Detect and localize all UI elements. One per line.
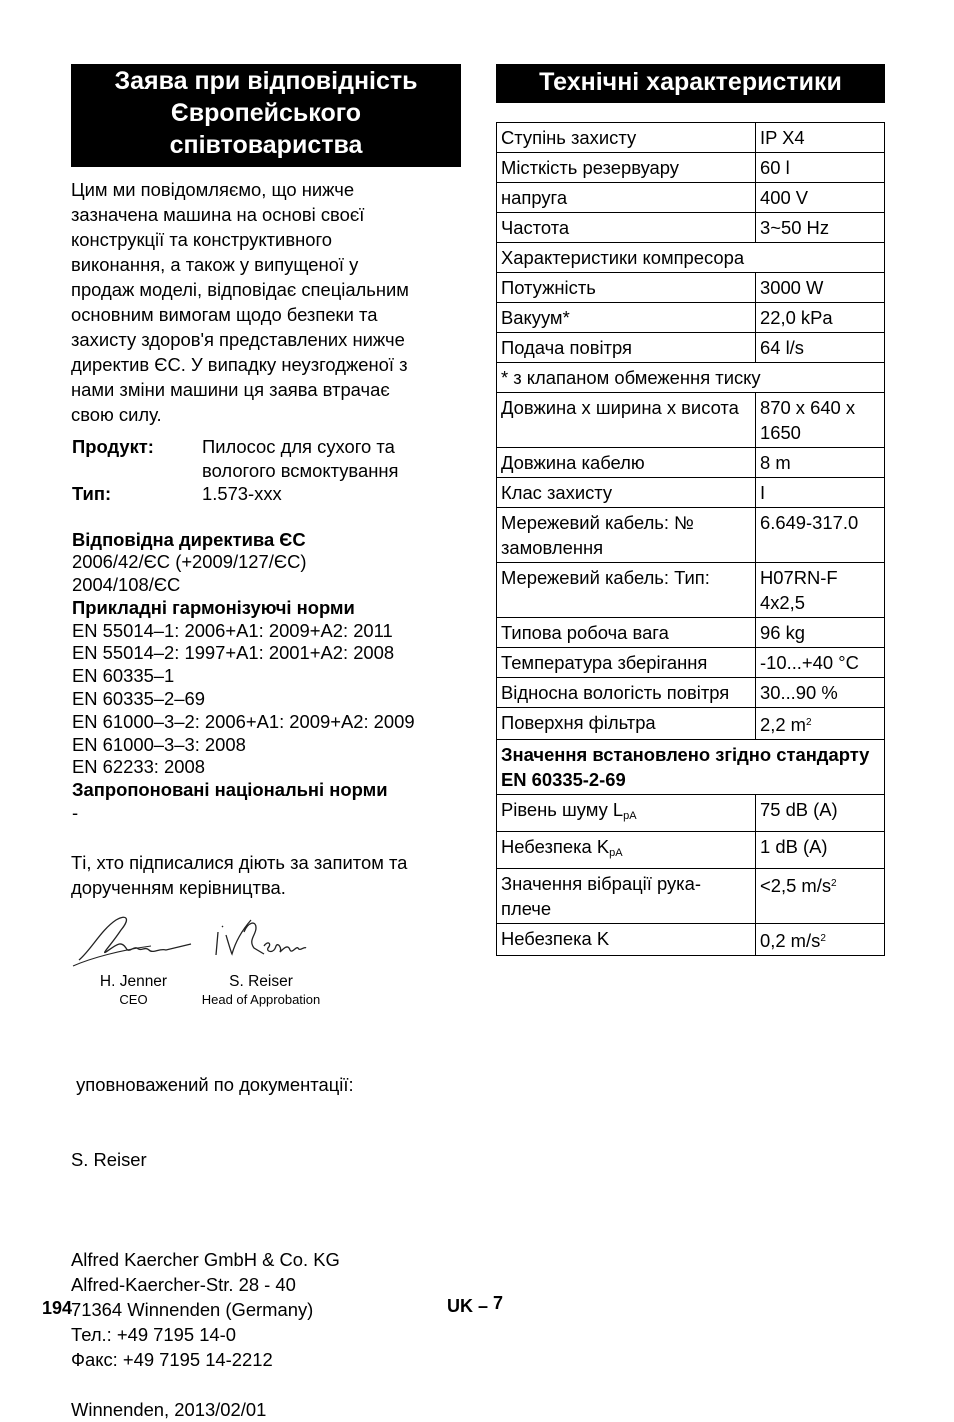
spec-row (497, 708, 885, 740)
spec-key: Рівень шуму L (501, 799, 624, 820)
spec-value-cell (756, 563, 885, 618)
spec-key: Вакуум* (501, 307, 570, 328)
spec-key-cell (497, 924, 756, 956)
spec-key: Місткість резервуару (501, 157, 679, 178)
spec-value-cell (756, 153, 885, 183)
intro-line: Цим ми повідомляємо, що нижче (71, 179, 355, 200)
specs-table-body (497, 123, 885, 956)
norm-item: EN 60335–1 (72, 665, 175, 687)
authorized-name: S. Reiser (71, 1148, 147, 1170)
spec-key: Частота (501, 217, 570, 238)
spec-row (497, 563, 885, 618)
intro-line: нами зміни машини ця заява втрачає (71, 379, 390, 400)
signers-text-line: дорученням керівництва. (71, 876, 286, 898)
spec-key: Мережевий кабель: Тип: (501, 567, 710, 588)
spec-value-cell (756, 618, 885, 648)
spec-value-cell (756, 795, 885, 832)
intro-line: директив ЄС. У випадку неузгодженої з (71, 354, 408, 375)
spec-value: 2,2 m (760, 714, 806, 735)
spec-value-cell (756, 924, 885, 956)
signature-reiser-scribble (196, 910, 326, 968)
signature-role: CEO (119, 991, 148, 1007)
product-row (71, 435, 461, 482)
spec-value-cell (756, 678, 885, 708)
spec-key-subscript: pA (609, 847, 623, 859)
declaration-title-line: Заява при відповідність (114, 67, 418, 95)
spec-row (497, 795, 885, 832)
spec-key: Ступінь захисту (501, 127, 637, 148)
norm-item: EN 61000–3–2: 2006+A1: 2009+A2: 2009 (72, 710, 415, 732)
signatures (71, 910, 461, 1007)
spec-value-cell (756, 303, 885, 333)
spec-value-cell (756, 213, 885, 243)
spec-row (497, 478, 885, 508)
norm-item: EN 61000–3–3: 2008 (72, 733, 246, 755)
spec-row (497, 740, 885, 795)
spec-value-cell (756, 333, 885, 363)
intro-line: виконання, а також у випущеної у (71, 254, 359, 275)
product-value-line: Пилосос для сухого та (202, 436, 395, 457)
spec-key: Подача повітря (501, 337, 632, 358)
address-line: Alfred Kaercher GmbH & Co. KG (71, 1248, 340, 1270)
intro-line: основним вимогам щодо безпеки та (71, 304, 378, 325)
spec-key: Небезпека K (501, 836, 610, 857)
spec-value: 1 dB (A) (760, 836, 828, 857)
signature-name: S. Reiser (229, 972, 293, 990)
signature-jenner (71, 910, 196, 1009)
spec-value-cell (756, 648, 885, 678)
spec-row (497, 393, 885, 448)
spec-row (497, 183, 885, 213)
spec-row (497, 273, 885, 303)
address-line: Alfred-Kaercher-Str. 28 - 40 (71, 1273, 296, 1295)
spec-value: IP X4 (760, 127, 805, 148)
spec-value: -10...+40 °C (760, 652, 859, 673)
spec-value: 96 kg (760, 622, 805, 643)
address-line: Тел.: +49 7195 14-0 (71, 1323, 237, 1345)
product-label: Продукт: (72, 436, 154, 457)
address-line: Факс: +49 7195 14-2212 (71, 1348, 273, 1370)
spec-key: Відносна вологість повітря (501, 682, 730, 703)
declaration-title-line: співтовариства (169, 131, 363, 159)
intro-paragraph (71, 177, 461, 427)
signature-role: Head of Approbation (201, 991, 321, 1007)
spec-row (497, 363, 885, 393)
spec-value-superscript: 2 (806, 717, 812, 728)
section-dash: – (478, 1296, 489, 1316)
spec-value: 400 V (760, 187, 809, 208)
spec-key: Поверхня фільтра (501, 712, 656, 733)
specs-title: Технічні характеристики (496, 64, 885, 103)
national-heading: Запропоновані національні норми (72, 779, 388, 801)
spec-key: Температура зберігання (501, 652, 708, 673)
spec-key: напруга (501, 187, 568, 208)
authorized-line: уповноважений по документації: (71, 1073, 354, 1095)
directive-item: 2006/42/ЄС (+2009/127/ЄС) (72, 551, 307, 573)
declaration-title (71, 64, 461, 167)
spec-key-cell (497, 678, 756, 708)
spec-value-cell (756, 183, 885, 213)
spec-value: I (760, 482, 766, 503)
spec-key: Довжина x ширина x висота (501, 397, 739, 418)
spec-row (497, 123, 885, 153)
page-number: 194 (42, 1298, 73, 1318)
spec-value: 870 x 640 x 1650 (760, 397, 856, 443)
norm-item: EN 55014–1: 2006+A1: 2009+A2: 2011 (72, 619, 393, 641)
spec-key: Типова робоча вага (501, 622, 669, 643)
spec-row (497, 243, 885, 273)
spec-key: Клас захисту (501, 482, 613, 503)
signers-text-line: Ті, хто підписалися діють за запитом та (71, 851, 408, 873)
spec-value: 3000 W (760, 277, 824, 298)
spec-key: Значення вібрації рука-плече (501, 873, 701, 919)
spec-key-subscript: pA (623, 810, 637, 822)
section-lang: UK (447, 1296, 473, 1316)
spec-section-cell: Характеристики компресора (497, 243, 885, 273)
spec-key-cell (497, 832, 756, 869)
spec-value-cell (756, 123, 885, 153)
norm-item: EN 55014–2: 1997+A1: 2001+A2: 2008 (72, 642, 395, 664)
place-date: Winnenden, 2013/02/01 (71, 1398, 267, 1420)
spec-key-cell (497, 153, 756, 183)
spec-value-cell (756, 869, 885, 924)
norm-item: EN 60335–2–69 (72, 688, 205, 710)
standards-block (71, 529, 461, 825)
spec-row (497, 618, 885, 648)
spec-key-cell (497, 448, 756, 478)
spec-value-superscript: 2 (831, 878, 837, 889)
signature-name: H. Jenner (99, 972, 168, 990)
product-value-line: вологого всмоктування (202, 459, 399, 481)
directive-heading: Відповідна директива ЄС (72, 528, 306, 550)
spec-key-cell (497, 795, 756, 832)
spec-key-cell (497, 333, 756, 363)
spec-key-cell (497, 869, 756, 924)
intro-line: зазначена машина на основі своєї (71, 204, 365, 225)
signers-text (71, 850, 461, 900)
spec-value-cell (756, 273, 885, 303)
spec-key-cell (497, 508, 756, 563)
spec-value: 64 l/s (760, 337, 804, 358)
spec-value-cell (756, 508, 885, 563)
spec-row (497, 213, 885, 243)
spec-value: <2,5 m/s (760, 875, 832, 896)
spec-value-superscript: 2 (820, 933, 826, 944)
spec-value-cell (756, 448, 885, 478)
norms-heading: Прикладні гармонізуючі норми (72, 596, 355, 618)
spec-row (497, 648, 885, 678)
spec-key-cell (497, 393, 756, 448)
spec-key-cell (497, 563, 756, 618)
spec-key: Мережевий кабель: № замовлення (501, 512, 694, 558)
spec-row (497, 508, 885, 563)
spec-key-cell (497, 708, 756, 740)
address-line: 71364 Winnenden (Germany) (71, 1298, 314, 1320)
national-value: - (72, 802, 79, 824)
type-label: Тип: (72, 483, 112, 504)
section-number: 7 (493, 1293, 504, 1313)
section-label (447, 1293, 504, 1317)
directive-item: 2004/108/ЄС (72, 574, 181, 596)
spec-key: Потужність (501, 277, 596, 298)
spec-key: Небезпека K (501, 928, 610, 949)
spec-value: 6.649-317.0 (760, 512, 859, 533)
type-row (71, 482, 461, 506)
spec-value-cell (756, 708, 885, 740)
specs-column (496, 64, 885, 956)
spec-value-cell (756, 832, 885, 869)
norm-item: EN 62233: 2008 (72, 756, 205, 778)
spec-section-cell: * з клапаном обмеження тиску (497, 363, 885, 393)
spec-row (497, 678, 885, 708)
authorized-block (71, 1022, 461, 1222)
signature-reiser (196, 910, 326, 1009)
spec-row (497, 832, 885, 869)
spec-value: 75 dB (A) (760, 799, 838, 820)
spec-row (497, 333, 885, 363)
spec-row (497, 924, 885, 956)
address-block (71, 1247, 461, 1372)
spec-value: 0,2 m/s (760, 930, 821, 951)
intro-line: захисту здоров'я представлених нижче (71, 329, 405, 350)
intro-line: свою силу. (71, 404, 162, 425)
intro-line: продаж моделі, відповідає спеціальним (71, 279, 409, 300)
type-value: 1.573-xxx (202, 483, 282, 504)
spec-key: Довжина кабелю (501, 452, 645, 473)
spec-key-cell (497, 183, 756, 213)
product-value (202, 435, 461, 482)
intro-line: конструкції та конструктивного (71, 229, 333, 250)
spec-row (497, 303, 885, 333)
spec-key-cell (497, 478, 756, 508)
spec-key-cell (497, 648, 756, 678)
spec-row (497, 448, 885, 478)
spec-value: H07RN-F 4x2,5 (760, 567, 838, 613)
spec-value: 30...90 % (760, 682, 838, 703)
spec-value: 60 l (760, 157, 790, 178)
spec-key-cell (497, 123, 756, 153)
spec-key-cell (497, 618, 756, 648)
spec-value-cell (756, 478, 885, 508)
declaration-title-line: Європейського (170, 99, 362, 127)
specs-table (496, 122, 885, 956)
spec-value: 8 m (760, 452, 791, 473)
spec-value: 22,0 kPa (760, 307, 833, 328)
spec-row (497, 869, 885, 924)
spec-value: 3~50 Hz (760, 217, 830, 238)
spec-key-cell (497, 273, 756, 303)
spec-value-cell (756, 393, 885, 448)
declaration-column (71, 64, 461, 1422)
product-info (71, 435, 461, 506)
spec-key-cell (497, 213, 756, 243)
spec-row (497, 153, 885, 183)
spec-section-cell: Значення встановлено згідно стандарту EN 60335-2-69 (497, 740, 885, 795)
spec-key-cell (497, 303, 756, 333)
signature-jenner-scribble (71, 910, 196, 968)
